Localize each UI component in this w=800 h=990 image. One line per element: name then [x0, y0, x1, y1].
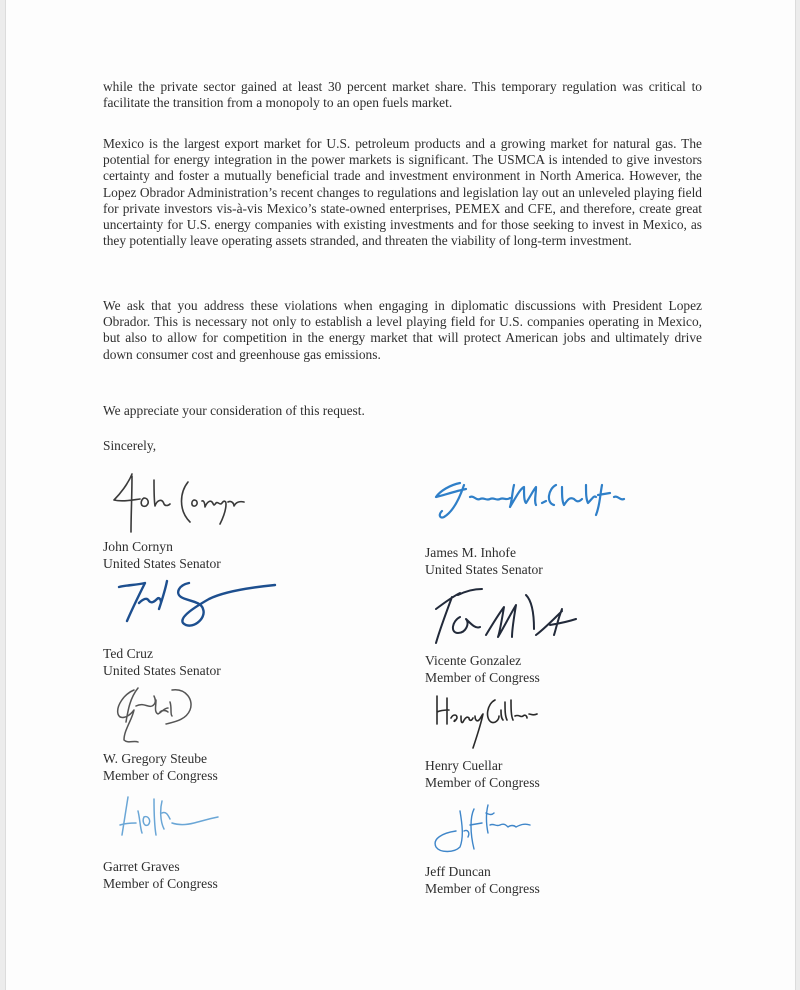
- signatory-name: Jeff Duncan: [425, 864, 491, 879]
- signature-stroke: [119, 581, 275, 626]
- signatory-title: United States Senator: [425, 562, 543, 577]
- signature-w-gregory-steube: [110, 686, 210, 748]
- signature-stroke: [118, 688, 191, 742]
- signature-garret-graves: [118, 793, 238, 853]
- signature-james-m-inhofe: [430, 475, 640, 525]
- signature-stroke: [436, 483, 624, 518]
- signature-stroke: [436, 589, 576, 643]
- signatory-title: United States Senator: [103, 556, 221, 571]
- signature-stroke: [120, 797, 218, 835]
- signatory-name: Ted Cruz: [103, 646, 154, 661]
- signatory-name: Henry Cuellar: [425, 758, 503, 773]
- closing-salutation: Sincerely,: [103, 438, 157, 453]
- signatory-title: Member of Congress: [103, 768, 218, 783]
- signature-john-cornyn: [110, 470, 270, 540]
- signature-stroke: [435, 805, 530, 852]
- signatory-name: W. Gregory Steube: [103, 751, 208, 766]
- signatory-name: Garret Graves: [103, 859, 180, 874]
- paragraph-appreciation: We appreciate your consideration of this request.: [103, 403, 365, 418]
- paragraph-mexico-export-market: Mexico is the largest export market for U.S. petroleum products and a growing market for natural gas. The potential for energy integration in the power markets is significant. The USMCA is intended to give investors certainty and foster a mutually beneficial trade and investment environment in North America. However, the Lopez Obrador Administration’s recent changes to regulations and legislation lay out an unleveled playing field for private investors vis-à-vis Mexico’s state-owned enterprises, PEMEX and CFE, and therefore, create great uncertainty for U.S. energy companies with existing investments and for those seeking to invest in Mexico, as they potentially leave operating assets stranded, and threaten the viability of long-term investment.: [103, 136, 702, 249]
- signature-henry-cuellar: [433, 692, 573, 752]
- paragraph-request: We ask that you address these violations when engaging in diplomatic discussions with President Lopez Obrador. This is necessary not only to establish a level playing field for U.S. companies operating in Mexico, but also to allow for competition in the energy market that will protect American jobs and ultimately drive down consumer cost and greenhouse gas emissions.: [103, 298, 702, 362]
- signatory-title: Member of Congress: [103, 876, 218, 891]
- signatory-name: James M. Inhofe: [425, 545, 516, 560]
- signature-ted-cruz: [115, 577, 295, 637]
- signatory-title: Member of Congress: [425, 775, 540, 790]
- signature-jeff-duncan: [430, 803, 560, 861]
- signatory-title: Member of Congress: [425, 881, 540, 896]
- signature-vicente-gonzalez: [430, 585, 640, 650]
- signatory-title: United States Senator: [103, 663, 221, 678]
- signatory-title: Member of Congress: [425, 670, 540, 685]
- signature-stroke: [437, 696, 537, 748]
- signatory-name: John Cornyn: [103, 539, 173, 554]
- signature-stroke: [114, 474, 244, 532]
- signatory-name: Vicente Gonzalez: [425, 653, 522, 668]
- paragraph-market-share: while the private sector gained at least 30 percent market share. This temporary regulation was critical to facilitate the transition from a monopoly to an open fuels market.: [103, 79, 702, 111]
